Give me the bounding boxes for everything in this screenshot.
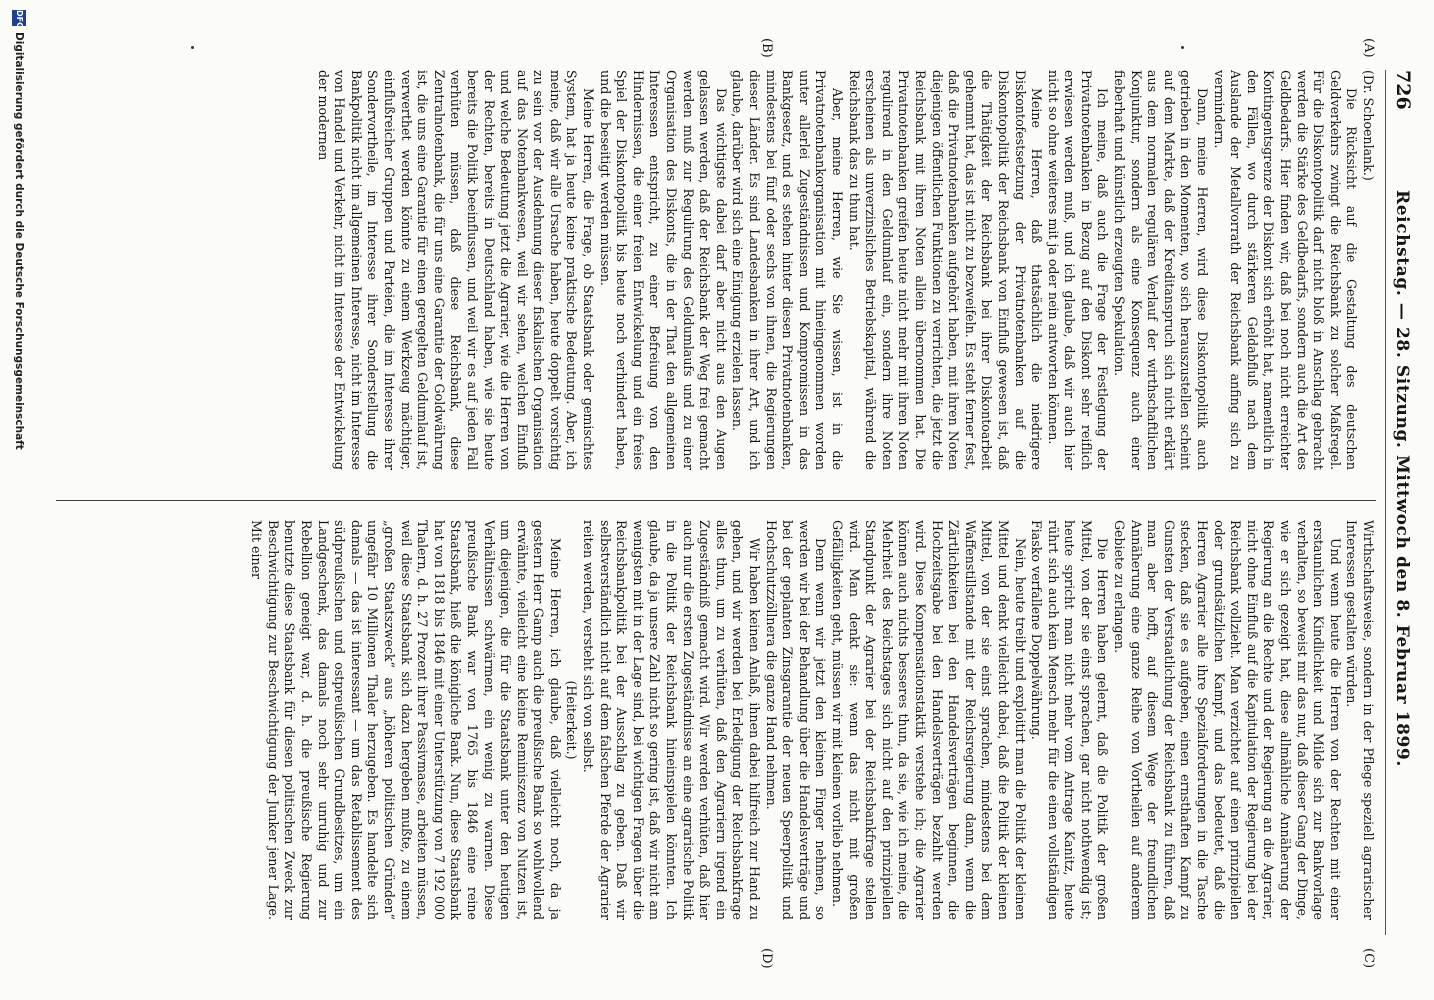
punch-dot (191, 46, 194, 49)
margin-marker-b: (B) (759, 38, 774, 58)
paragraph: Und wenn heute die Herren von der Rechten mit einer erstaunlichen Kindlichkeit und Milde sich zur Bankvorlage verhalten, so beweist mir das nur, daß dieser Gang der Dinge, wie er sich gezeigt hat, diese allmähliche Annäherung der Regierung an die Rechte und der Regierung an die Agrarier, nicht ohne Einfluß auf die Kapitulation der Regierung bei der Reichsbank vollzieht. Man verzichtet auf einen prinzipiellen oder grundsätzlichen Kampf, und das bedeutet, daß die Herren Agrarier alle ihre Spezialforderungen in die Tasche stecken, daß sie es aufgeben, einen ernsthaften Kampf zu Gunsten der Verstaatlichung der Reichsbank zu führen, daß man aber hofft, auf diesem Wege der freundlichen Annäherung eine ganze Reihe von Vortheilen auf anderem Gebiete zu erlangen. (1112, 520, 1343, 920)
margin-marker-c: (C) (1361, 948, 1376, 969)
paragraph: Meine Herren, daß thatsächlich die niedrigere Diskontofestsetzung der Privatnotenbanken auf die Diskontopolitik der Reichsbank von Einfluß gewesen ist, daß die Thätigkeit der Reichsbank bei ihrer Diskontoarbeit gehemmt hat, das ist nicht zu bezweifeln. Es steht ferner fest, daß die Privatnotenbanken aufgehört haben, mit ihren Noten diejenigen öffentlichen Funktionen zu verrichten, die jetzt die Reichsbank mit ihren Noten allein übernommen hat. Die Privatnotenbanken greifen heute nicht mehr mit ihren Noten regulirend in den Geldumlauf ein, sondern ihre Noten erscheinen als unverzinsliches Betriebskapital, während die Reichsbank das zu thun hat. (846, 70, 1045, 470)
speaker-name: (Dr. Schoenlank.) (1361, 70, 1376, 181)
digitization-credit (8, 0, 30, 1000)
paragraph: Meine Herren, die Frage, ob Staatsbank oder gemischtes System, hat ja heute keine praktische Bedeutung. Aber, ich meine, daß wir alle Ursache haben, heute doppelt vorsichtig zu sein vor der Ausdehnung dieser fiskalischen Organisation auf das Notenbankwesen, weil wir sehen, welchen Einfluß und welche Bedeutung jetzt die Agrarier, wie die Herren von der Rechten, bereits in Deutschland haben, wie sie heute bereits die Politik beeinflussen, und weil wir es auf jeden Fall verhüten müssen, daß diese Reichsbank, diese Zentralnotenbank, die für uns eine Garantie der Goldwährung ist, die uns eine Garantie für einen geregelten Geldumlauf ist, verwerthet werden könnte zu einem Werkzeug mächtiger, einflußreicher Gruppen und Parteien, die im Interesse ihrer Sondervortheile, im Interesse ihrer Sonderstellung die Bankpolitik nicht im allgemeinen Interesse, nicht im Interesse von Handel und Verkehr, nicht im Interesse der Entwickelung der modernen (315, 70, 597, 470)
paragraph: Die Herren haben gelernt, daß die Politik der großen Mittel, von der sie einst sprachen, gar nicht nothwendig ist; heute spricht man nicht mehr vom Antrage Kanitz, heute rührt sich auch kein Mensch mehr für die einen vollständigen Fiasko verfallene Doppelwährung. (1029, 520, 1111, 920)
paragraph: Ich meine, daß auch die Frage der Festlegung der Privatnotenbanken in Bezug auf den Diskont sehr reiflich erwiesen werden muß, und ich glaube, daß wir auch hier nicht so ohne weiteres mit ja oder nein antworten können. (1045, 70, 1111, 470)
paragraph: Meine Herren, ich glaube, daß vielleicht noch, da ja gestern Herr Gamp auch die preußische Bank so wohlwollend erwähnte, vielleicht eine kleine Reminiszenz von Nutzen ist, um diejenigen, die für die Staatsbank unter den heutigen Verhältnissen schwärmen, ein wenig zu warnen. Diese preußische Bank war von 1765 bis 1846 eine reine Staatsbank, hieß die königliche Bank. Nun, diese Staatsbank hat von 1818 bis 1846 mit einer Unterstützung von 7 192 000 Thalern, d. h. 27 Prozent ihrer Passivmasse, arbeiten müssen, weil diese Staatsbank sich dazu hergeben mußte, zu einem „großen Staatszweck“ aus „höheren politischen Gründen“ ungefähr 10 Millionen Thaler herzugeben. Es handelte sich damals — das ist interessant — um das Retablissement des südpreußischen und ostpreußischen Grundbesitzes, um ein Landgeschenk, das damals noch sehr unruhig und zur Rebellion geneigt war, d. h. die preußische Regierung benutzte diese Staatsbank für diesen politischen Zweck zur Beschwichtigung zur Beschwichtigung der Junker jener Lage. Mit einer (249, 520, 563, 920)
paragraph: Das wichtigste dabei darf aber nicht aus den Augen gelassen werden, daß der Reichsbank der Weg frei gemacht werden muß zur Regulirung des Geldumlaufs und zu einer Organisation des Diskonts, die in der That den allgemeinen Interessen entspricht, zu einer Befreiung von den Hindernissen, die einer freien Entwickelung und ein freies Spiel der Diskontopolitik bis heute noch verhindert haben, und die beseitigt werden müssen. (597, 70, 729, 470)
paragraph: Denn wenn wir jetzt den kleinen Finger nehmen, so werden wir bei der Behandlung über die Handelsverträge und bei der geplanten Zinsgarantie der neuen Speerpolitik und Hochschutzzöllnera die ganze Hand nehmen. (763, 520, 829, 920)
left-column (56, 70, 1376, 470)
credit-text: Digitalisierung gefördert durch die Deutsche Forschungsgemeinschaft (13, 32, 25, 450)
column-divider (56, 500, 1376, 501)
page-number: 726 (1392, 70, 1414, 110)
margin-marker-a: (A) (1361, 38, 1376, 58)
margin-marker-d: (D) (759, 948, 774, 969)
interjection: (Heiterkeit.) (564, 680, 580, 760)
dfg-logo: DFG (12, 10, 26, 26)
paragraph: Wir haben keinen Anlaß, ihnen dabei hilfreich zur Hand zu gehen, und wir werden bei Erledigung der Reichsbankfrage alles thun, um zu verhüten, daß den Agrariern irgend ein Zugeständniß gemacht wird. Wir werden verhüten, daß hier auch nur die ersten Zugeständnisse an eine agrarische Politik in die Politik der Reichsbank hineinspielen könnten. Ich glaube, da ja unsere Zahl nicht so gering ist, daß wir nicht am wenigsten mit in der Lage sind, bei wichtigen Fragen über die Reichsbankpolitik bei der Ausschlag zu geben. Daß wir selbstverständlich nicht auf dem falschen Pferde der Agrarier reiten werden, versteht sich von selbst. (581, 520, 763, 920)
paragraph: Wirthschaftsweise, sondern in der Pflege speziell agrarischer Interessen gestalten würden. (1344, 520, 1376, 920)
paragraph: Nein, heute treibt und exploitirt man die Politik der kleinen Mittel und denkt vielleicht dabei, daß die Politik der kleinen Mittel, von der sie einst sprachen, mindestens bei dem Waffenstillstande mit der Reichsregierung dann, wenn die Zärtlichkeiten bei den Handelsverträgen beginnen, die Hochzeitsgabe bei den Handelsverträgen bezahlt werden wird. Diese Kompensationstaktik verstehe ich; die Agrarier können auch nichts besseres thun, da sie, wie ich meine, die Mehrheit des Reichstages sich nicht auf den prinzipiellen Standpunkt der Agrarier bei der Reichsbankfrage stellen wird. Man denkt sie: wenn das nicht mit großen Gefälligkeiten geht, müssen wir mit kleinen vorlieb nehmen. (830, 520, 1028, 920)
right-column (56, 520, 1376, 920)
running-title: Reichstag. — 28. Sitzung. Mittwoch den 8. Februar 1899. (1392, 190, 1412, 767)
paragraph: Dann, meine Herren, wird diese Diskontopolitik auch getrieben in den Momenten, wo sich herauszustellen scheint auf dem Markte, daß der Kreditanspruch sich nicht erklärt aus dem normalen regulären Verlauf der wirthschaftlichen Konjunktur, sondern als eine Konsequenz auch einer fieberhaft und künstlich erzeugten Spekulation. (1112, 70, 1211, 470)
paragraph: Die Rücksicht auf die Gestaltung des deutschen Geldverkehrs zwingt die Reichsbank zu solcher Maßregel. Für die Diskontopolitik darf nicht bloß in Anschlag gebracht werden die Stärke des Geldbedarfs, sondern auch die Art des Geldbedarfs. Hier finden wir, daß bei noch nicht erreichter Kontingentsgrenze der Diskont sich erhöht hat, namentlich in den Fällen, wo durch stärkeren Geldabfluß nach dem Auslande der Metallvorrath der Reichsbank anfing sich zu vermindern. (1211, 70, 1360, 470)
paragraph: Aber, meine Herren, wie Sie wissen, ist in die Privatnotenbankorganisation mit hineingenommen worden unter allerlei Zugeständnissen und Kompromissen in das Bankgesetz, und es stehen hinter diesen Privatnotenbanken, mindestens bei fünf oder sechs von ihnen, die Regierungen dieser Länder. Es sind Landesbanken in ihrer Art, und ich glaube, darüber wird sich eine Einigung erzielen lassen. (730, 70, 845, 470)
punch-dot (1181, 46, 1184, 49)
page-header (1385, 70, 1420, 935)
